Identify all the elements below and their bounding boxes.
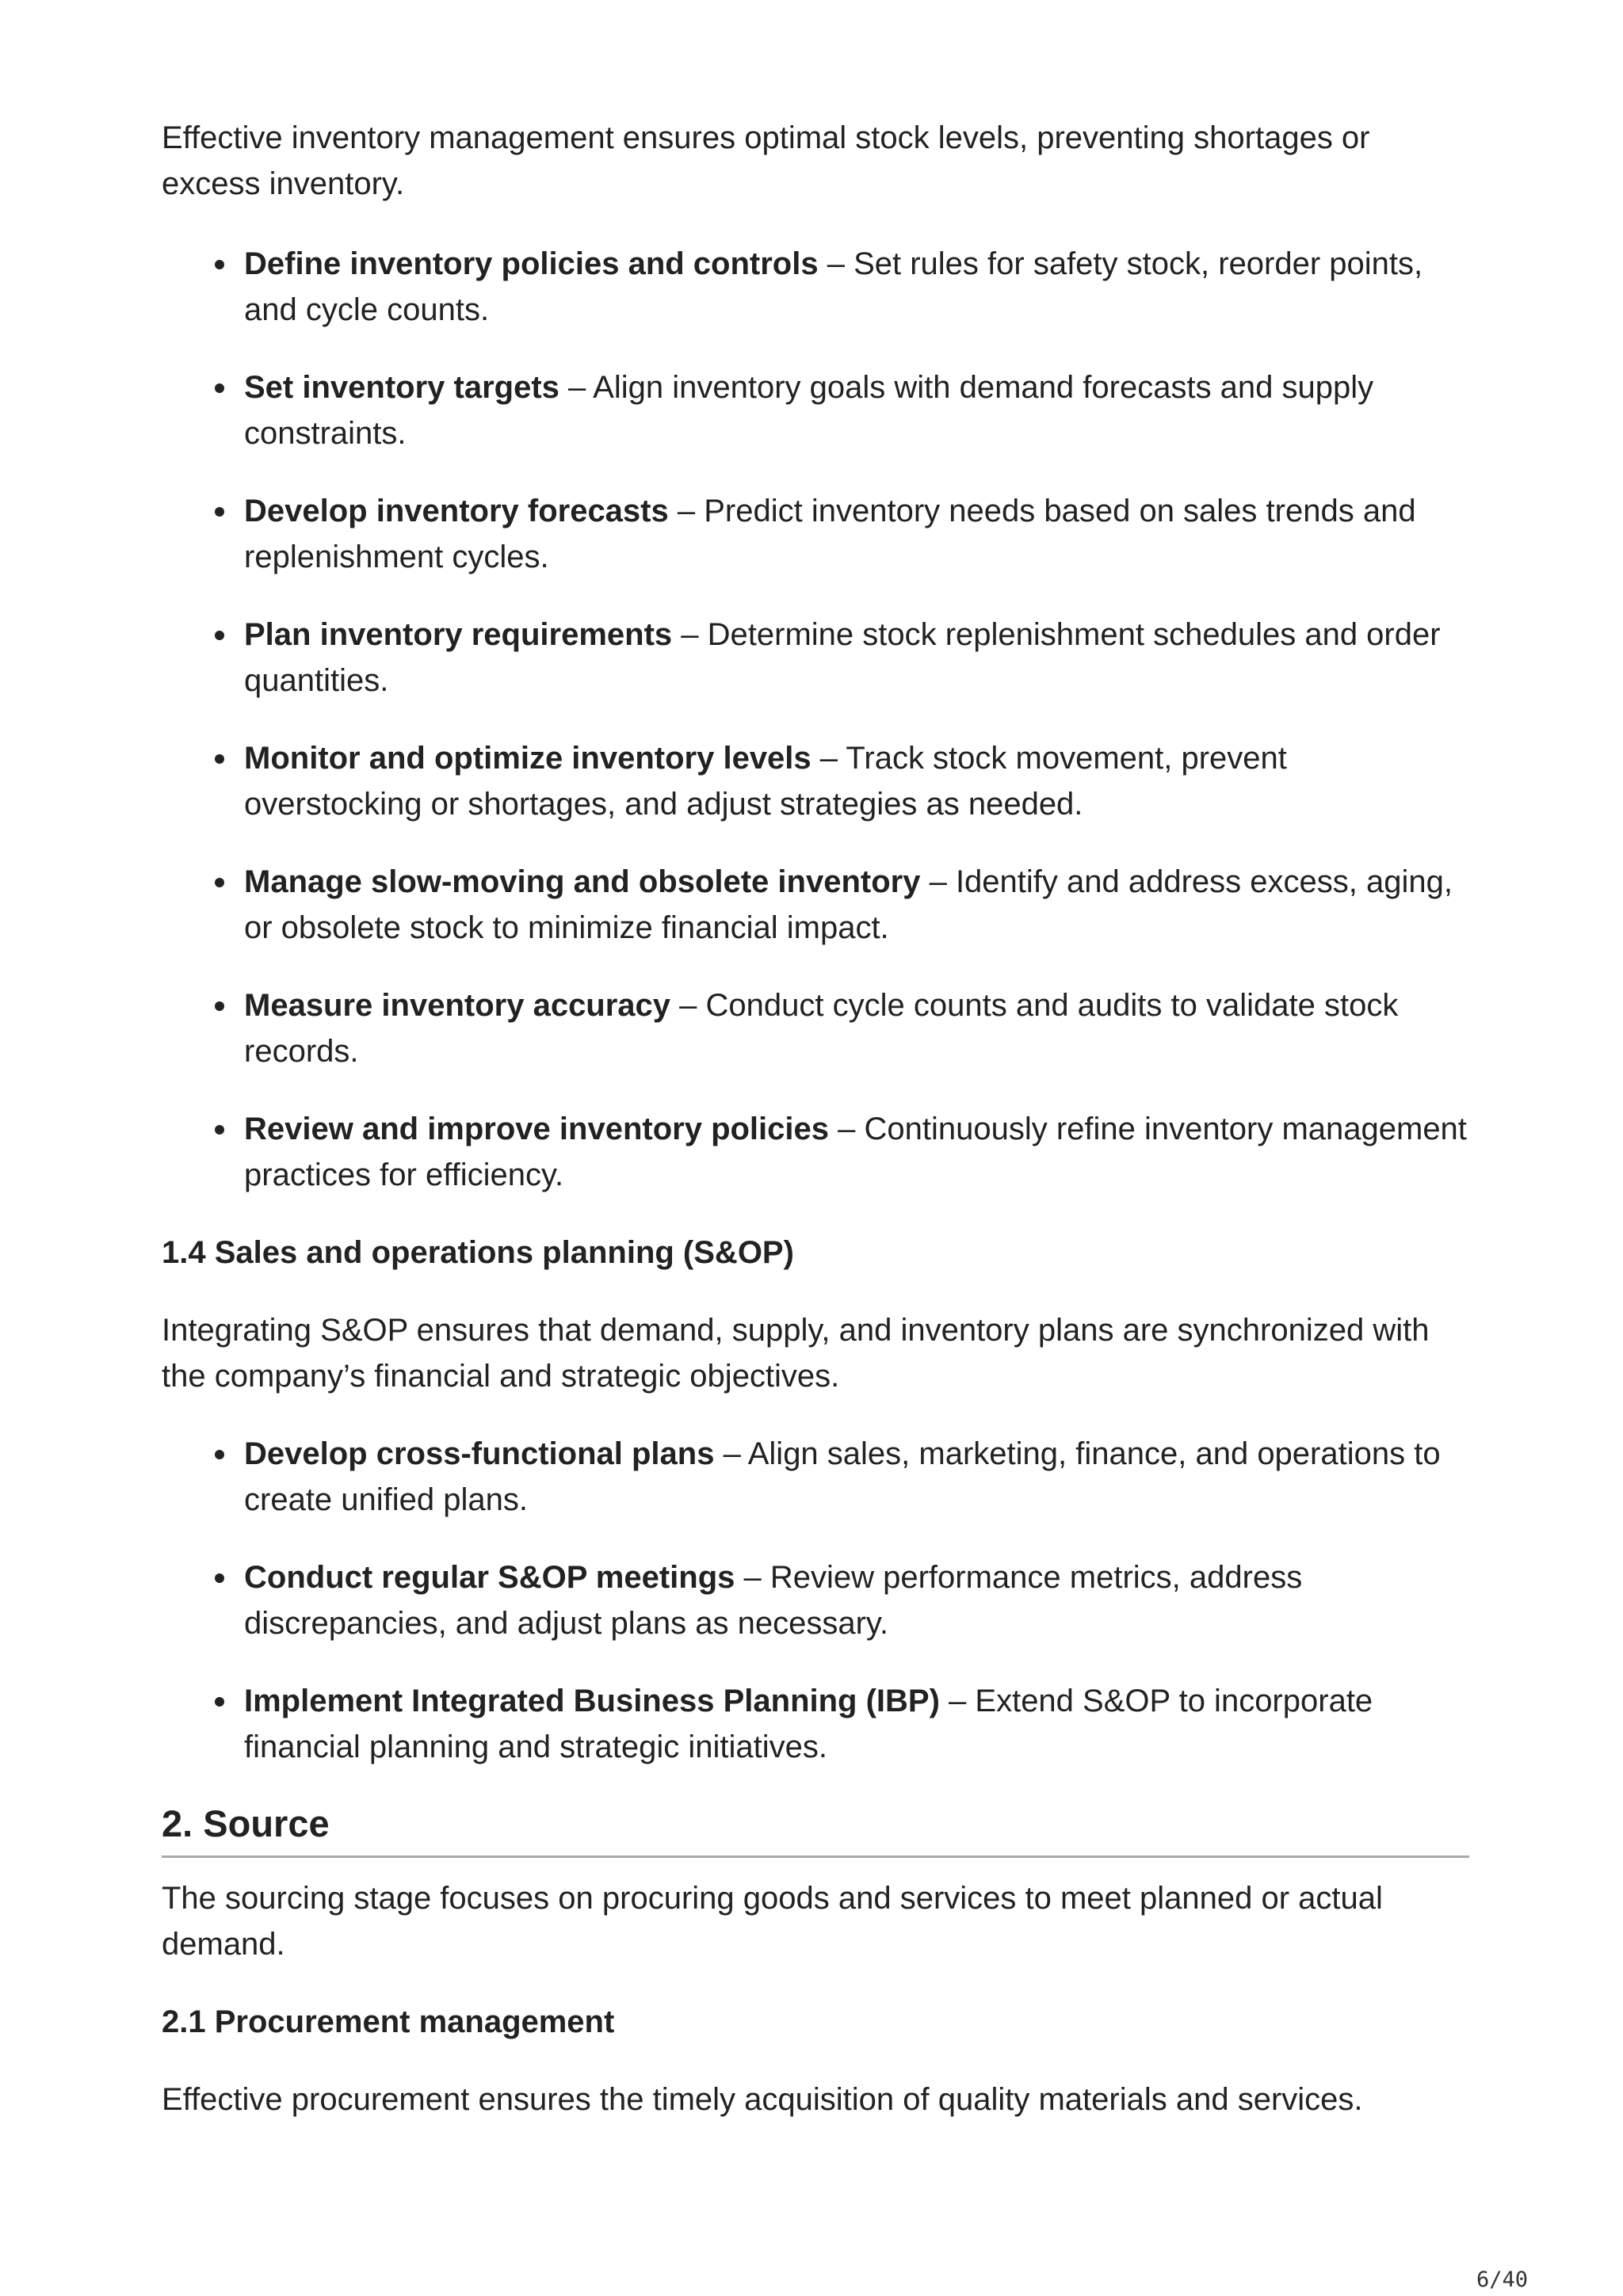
- item-title: Define inventory policies and controls: [244, 246, 819, 281]
- item-desc: – Align sales, marketing, finance, and operations to create unified plans.: [244, 1436, 1441, 1517]
- document-page: [162, 0, 1469, 2122]
- procurement-intro: Effective procurement ensures the timely acquisition of quality materials and services.: [162, 2082, 1363, 2117]
- item-desc: – Align inventory goals with demand forecasts and supply constraints.: [244, 370, 1374, 451]
- sop-intro: Integrating S&OP ensures that demand, supply, and inventory plans are synchronized with the company’s financial and strategic objectives.: [162, 1313, 1430, 1394]
- source-intro: The sourcing stage focuses on procuring goods and services to meet planned or actual demand.: [162, 1881, 1383, 1962]
- source-heading: 2. Source: [162, 1798, 1469, 1858]
- item-title: Measure inventory accuracy: [244, 988, 671, 1023]
- item-title: Develop inventory forecasts: [244, 494, 669, 528]
- list-item: [162, 859, 1469, 951]
- list-item: [162, 241, 1469, 333]
- inventory-intro: Effective inventory management ensures optimal stock levels, preventing shortages or excess inventory.: [162, 120, 1370, 201]
- procurement-heading: 2.1 Procurement management: [162, 2004, 615, 2039]
- item-desc: – Predict inventory needs based on sales trends and replenishment cycles.: [244, 494, 1416, 574]
- item-title: Plan inventory requirements: [244, 617, 673, 652]
- inventory-list: [162, 241, 1469, 1198]
- list-item: [162, 1678, 1469, 1770]
- item-desc: – Track stock movement, prevent overstocking or shortages, and adjust strategies as needed.: [244, 741, 1287, 822]
- sop-heading: 1.4 Sales and operations planning (S&OP): [162, 1235, 794, 1270]
- item-desc: – Continuously refine inventory management practices for efficiency.: [244, 1112, 1467, 1192]
- item-title: Manage slow-moving and obsolete inventory: [244, 864, 921, 899]
- item-title: Set inventory targets: [244, 370, 559, 405]
- page-number: 6/40: [1476, 2267, 1528, 2292]
- item-desc: – Identify and address excess, aging, or obsolete stock to minimize financial impact.: [244, 864, 1453, 945]
- item-title: Implement Integrated Business Planning (IBP): [244, 1684, 940, 1718]
- sop-list: [162, 1431, 1469, 1770]
- list-item: [162, 488, 1469, 580]
- item-title: Conduct regular S&OP meetings: [244, 1560, 735, 1595]
- item-desc: – Review performance metrics, address discrepancies, and adjust plans as necessary.: [244, 1560, 1303, 1641]
- item-title: Develop cross-functional plans: [244, 1436, 715, 1471]
- list-item: [162, 1106, 1469, 1198]
- item-desc: – Determine stock replenishment schedules and order quantities.: [244, 617, 1441, 698]
- list-item: [162, 364, 1469, 456]
- list-item: [162, 612, 1469, 704]
- item-desc: – Set rules for safety stock, reorder points, and cycle counts.: [244, 246, 1423, 327]
- item-desc: – Conduct cycle counts and audits to validate stock records.: [244, 988, 1399, 1069]
- list-item: [162, 1431, 1469, 1523]
- list-item: [162, 1554, 1469, 1646]
- list-item: [162, 982, 1469, 1074]
- item-title: Monitor and optimize inventory levels: [244, 741, 812, 776]
- item-title: Review and improve inventory policies: [244, 1112, 830, 1146]
- list-item: [162, 735, 1469, 827]
- item-desc: – Extend S&OP to incorporate financial planning and strategic initiatives.: [244, 1684, 1373, 1764]
